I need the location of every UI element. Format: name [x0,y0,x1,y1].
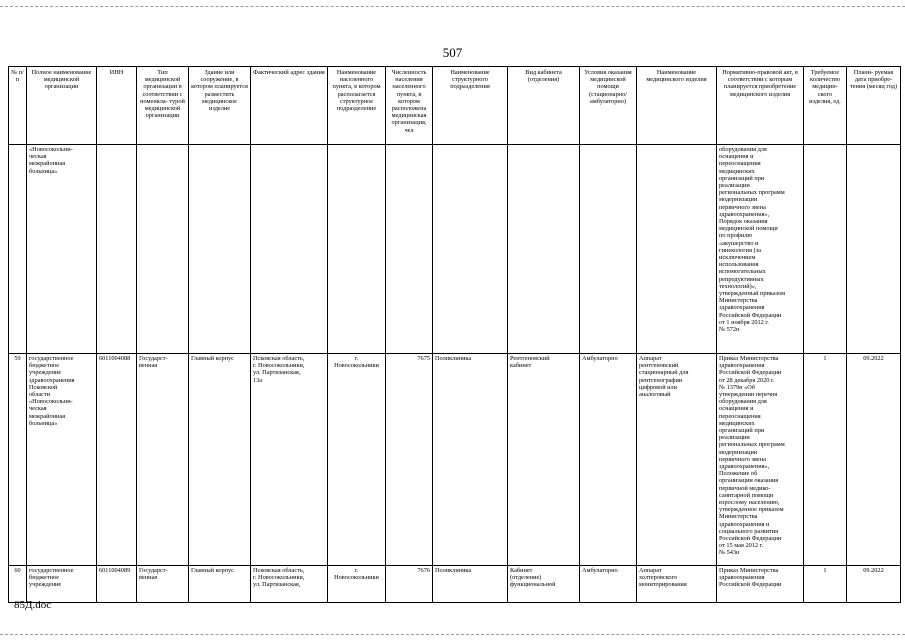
cell-locality [328,145,386,354]
cell-legal-act: Приказ Министерства здравоохранения Российской Федерации от 28 декабря 2020 г. № 1379н «Об утверждении перечня оборудования для оснащения и переоснащения медицинских организаций при реализации региональных программ модернизации первичного звена здравоохранения», Положение об организации оказания первичной медико- санитарной помощи взрослому населению, утвержденное приказом Министерства здравоохранения и социального развития Российской Федерации от 15 мая 2012 г. № 543н [717,354,804,566]
col-header-cabinet: Вид кабинета (отделения) [508,67,580,145]
cell-inn: 6011004089 [97,566,137,603]
col-header-device: Наименование медицинского изделия [637,67,717,145]
cell-address [251,145,328,354]
table-row-59 [9,354,901,566]
cell-cabinet: Кабинет (отделение) функциональной [508,566,580,603]
scan-edge-top [0,0,905,7]
cell-quantity: 1 [804,354,847,566]
cell-population [386,145,433,354]
cell-number [9,145,27,354]
cell-planned-date: 09.2022 [847,566,901,603]
cell-org-type: Государст- венная [137,354,189,566]
cell-planned-date: 09.2022 [847,354,901,566]
cell-inn: 6011004088 [97,354,137,566]
cell-quantity: 1 [804,566,847,603]
cell-inn [97,145,137,354]
col-header-org-name: Полное наименование медицинской организации [27,67,97,145]
cell-device [637,145,717,354]
col-header-org-type: Тип медицинской организации в соответствии с номенкла- турой медицинской организации [137,67,189,145]
cell-building [189,145,251,354]
col-header-locality: Наименование населенного пункта, в котором располагается структурное подразделение [328,67,386,145]
cell-locality: г. Новосокольники [328,566,386,603]
cell-conditions: Амбулаторно [580,566,637,603]
cell-population: 7676 [386,566,433,603]
page-number: 507 [442,45,463,60]
cell-building: Главный корпус [189,566,251,603]
table-header-row [9,67,901,145]
cell-org-name: государственное бюджетное учреждение здравоохранения Псковской области «Новосокольни- ческая межрайонная больница» [27,354,97,566]
cell-legal-act: оборудования для оснащения и переоснащения медицинских организаций при реализации региональных программ модернизации первичного звена здравоохранения», Порядок оказания медицинской помощи по профилю «акушерство и гинекология (за исключением использования вспомогательных репродуктивных технологий)», утвержденный приказом Министерства здравоохранения Российской Федерации от 1 ноября 2012 г. № 572н [717,145,804,354]
cell-device: Аппарат рентгеновский стационарный для рентгенографии цифровой или аналоговый [637,354,717,566]
cell-org-name: «Новосокольни- ческая межрайонная больница» [27,145,97,354]
col-header-quantity: Требуемое количество медицин- ского изделия, ед. [804,67,847,145]
cell-locality: г. Новосокольники [328,354,386,566]
col-header-address: Фактический адрес здания [251,67,328,145]
cell-address: Псковская область, г. Новосокольники, ул. Партизанская, [251,566,328,603]
col-header-legal-act: Нормативно-правовой акт, в соответствии с которым планируется приобретение медицинского изделия [717,67,804,145]
cell-unit: Поликлиника [433,354,508,566]
col-header-building: Здание или сооружение, в котором планируется разместить медицинское изделие [189,67,251,145]
cell-unit [433,145,508,354]
footer-filename: 85Д.doc [14,599,52,611]
cell-legal-act: Приказ Министерства здравоохранения Российской Федерации [717,566,804,603]
col-header-number: № п/п [9,67,27,145]
cell-building: Главный корпус [189,354,251,566]
cell-unit: Поликлиника [433,566,508,603]
cell-device: Аппарат холтеровского мониторирования [637,566,717,603]
col-header-population: Численность населения населенного пункта, в котором расположена медицинская организация, чел [386,67,433,145]
table-row-continuation [9,145,901,354]
cell-org-name: государственное бюджетное учреждение [27,566,97,603]
cell-planned-date [847,145,901,354]
cell-org-type [137,145,189,354]
cell-number: 59 [9,354,27,566]
cell-cabinet: Рентгеновский кабинет [508,354,580,566]
registry-table [8,66,901,603]
cell-org-type: Государст- венная [137,566,189,603]
cell-quantity [804,145,847,354]
cell-conditions: Амбулаторно [580,354,637,566]
col-header-conditions: Условия оказания медицинской помощи (стационарно/ амбулаторно) [580,67,637,145]
col-header-planned-date: Плани- руемая дата приобре- тения (месяц год) [847,67,901,145]
cell-cabinet [508,145,580,354]
col-header-inn: ИНН [97,67,137,145]
cell-conditions [580,145,637,354]
cell-address: Псковская область, г. Новосокольники, ул. Партизанская, 13а [251,354,328,566]
scan-edge-bottom [0,634,905,635]
table-row-60 [9,566,901,603]
col-header-unit: Наименование структурного подразделения [433,67,508,145]
cell-number: 60 [9,566,27,603]
cell-population: 7675 [386,354,433,566]
